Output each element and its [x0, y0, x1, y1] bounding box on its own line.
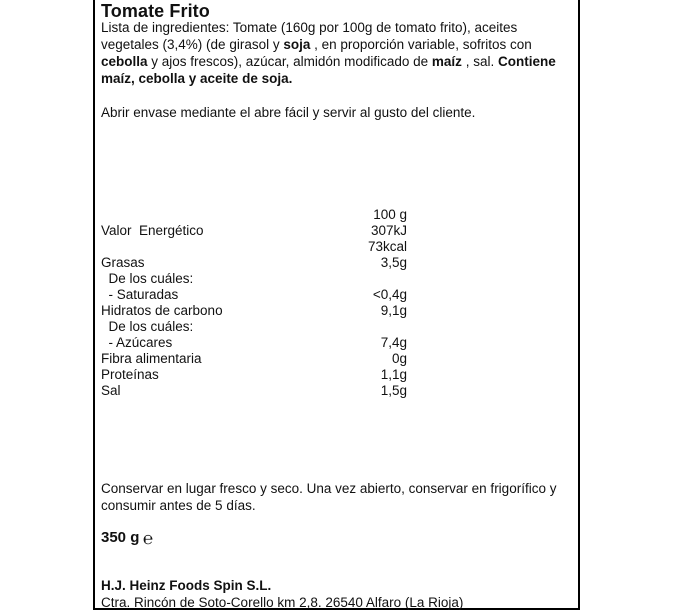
nutrient-value: 7,4g: [380, 335, 407, 350]
ingredients-list: [101, 19, 571, 87]
ingredient-allergen: soja: [283, 37, 311, 52]
ingredient-allergen: cebolla: [101, 54, 148, 69]
nutrient-value: 1,1g: [380, 367, 407, 382]
nutrition-column-header: 100 g: [373, 207, 407, 222]
ingredient-text: , en proporción variable, sofritos con: [310, 37, 532, 52]
nutrient-name: - Azúcares: [101, 335, 173, 350]
nutrient-value: 1,5g: [380, 383, 407, 398]
nutrient-value: 3,5g: [380, 255, 407, 270]
ingredient-allergen: maíz: [431, 54, 462, 69]
nutrient-name: De los cuáles:: [101, 319, 194, 334]
nutrient-name: - Saturadas: [101, 287, 179, 302]
nutrient-name: Proteínas: [101, 367, 159, 382]
storage-instructions: Conservar en lugar fresco y seco. Una vez abierto, conservar en frigorífico y consumir antes de 5 días.: [101, 481, 557, 513]
nutrient-name: Hidratos de carbono: [101, 303, 223, 318]
nutrient-value: 307kJ: [370, 223, 407, 238]
nutrient-value: 73kcal: [367, 239, 407, 254]
ingredient-text: Lista de ingredientes: Tomate (160g por 100g de tomato frito), aceites vegetales (3,4%) (de girasol y: [101, 20, 518, 52]
nutrient-value: 9,1g: [380, 303, 407, 318]
product-title: Tomate Frito: [101, 1, 210, 21]
net-weight: 350 g: [101, 529, 140, 546]
nutrient-name: Fibra alimentaria: [101, 351, 202, 366]
estimated-sign-icon: ℮: [143, 529, 154, 548]
nutrient-name: Grasas: [101, 255, 145, 270]
ingredient-text: , sal.: [461, 54, 498, 69]
nutrient-value: 0g: [391, 351, 407, 366]
nutrient-name: De los cuáles:: [101, 271, 194, 286]
nutrient-name: Sal: [101, 383, 121, 398]
nutrient-value: <0,4g: [372, 287, 407, 302]
manufacturer-name: H.J. Heinz Foods Spin S.L.: [101, 578, 272, 593]
manufacturer-address: Ctra. Rincón de Soto-Corello km 2,8. 26540 Alfaro (La Rioja): [101, 595, 464, 610]
nutrient-name: Valor Energético: [101, 223, 204, 238]
ingredient-allergen: Contiene maíz, cebolla y aceite de soja.: [101, 54, 556, 86]
ingredient-text: y ajos frescos), azúcar, almidón modificado de: [147, 54, 432, 69]
opening-instructions: Abrir envase mediante el abre fácil y servir al gusto del cliente.: [101, 105, 476, 120]
